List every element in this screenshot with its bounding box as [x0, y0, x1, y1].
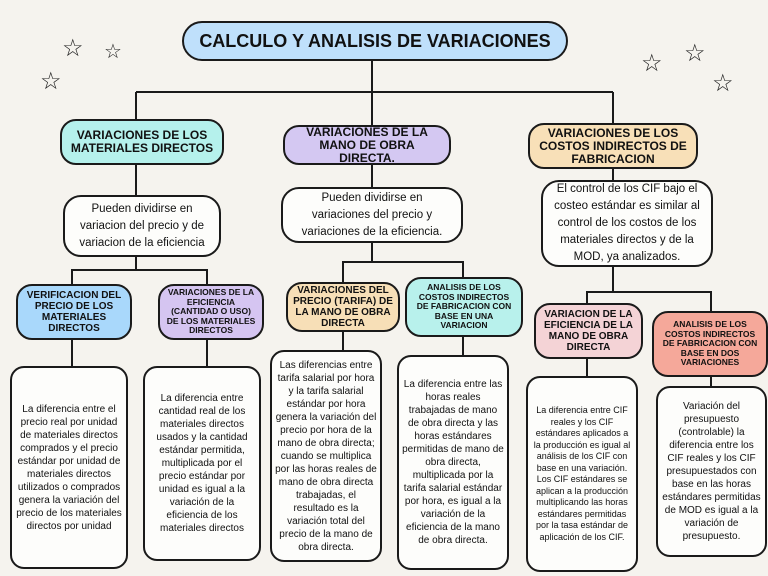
detail-efficiency-materials: [143, 366, 261, 561]
detail-cif-one-variation: [526, 376, 638, 572]
detail-price-labor-text: Las diferencias entre tarifa salarial por hora y la tarifa salarial estándar por hora genera la variación del precio por hora de la mano de obra directa; cuando se multiplica por las horas reales de mano de obra directa trabajadas, el resultado es la variación total del precio de la mano de obra directa.: [275, 359, 377, 553]
detail-cif-one-variation-text: La diferencia entre CIF reales y los CIF estándares aplicados a la producción es igual al análisis de los CIF con base en una variación. Los CIF estándares se aplican a la producción multiplicando las horas estándares permitidas por la tasa estándar de aplicación de los CIF.: [533, 405, 631, 542]
star-icon: ☆: [40, 68, 62, 95]
detail-price-materials-text: La diferencia entre el precio real por unidad de materiales directos comprados y el precio estándar por unidad de materiales directos utilizados o comprados genera la variación del precio de los materiales directos por unidad: [16, 403, 122, 532]
description-cif: [541, 180, 713, 267]
header-labor-text: VARIACIONES DE LA MANO DE OBRA DIRECTA.: [306, 125, 428, 165]
detail-price-materials: [10, 366, 128, 569]
star-icon: ☆: [104, 41, 122, 63]
detail-cif-two-variations-text: Variación del presupuesto (controlable) la diferencia entre los CIF reales y los CIF presupuestados con base en las horas estándares permitidas de MOD es igual a la variación de presupuesto.: [662, 401, 761, 542]
sub-efficiency-materials: [158, 284, 264, 340]
header-materials-text: VARIACIONES DE LOS MATERIALES DIRECTOS: [70, 128, 214, 155]
sub-price-labor: [286, 282, 400, 332]
page-title: [182, 21, 568, 61]
sub-cif-two-variations: [652, 311, 768, 377]
description-materials-text: Pueden dividirse en variacion del precio y de variacion de la eficiencia: [79, 202, 205, 249]
detail-efficiency-materials-text: La diferencia entre cantidad real de los materiales directos usados y la cantidad estándar permitida, multiplicada por el precio estándar por unidad es igual a la variación de la eficiencia de los materiales directos: [156, 393, 248, 534]
sub-price-labor-text: VARIACIONES DEL PRECIO (TARIFA) DE LA MANO DE OBRA DIRECTA: [293, 285, 393, 329]
description-materials: [63, 195, 221, 257]
description-labor: [281, 187, 463, 243]
sub-cif-two-variations-text: ANALISIS DE LOS COSTOS INDIRECTOS DE FABRICACION CON BASE EN DOS VARIACIONES: [662, 319, 758, 368]
header-cif-text: VARIACIONES DE LOS COSTOS INDIRECTOS DE FABRICACION: [539, 125, 687, 166]
header-labor: [283, 125, 451, 165]
detail-efficiency-labor-text: La diferencia entre las horas reales trabajadas de mano de obra directa y las horas estándares permitidas de mano de obra directa, multiplicada por la tarifa salarial estándar por hora, es igual a la variación de la eficiencia de la mano de obra directa.: [402, 379, 504, 546]
sub-efficiency-labor-text: VARIACION DE LA EFICIENCIA DE LA MANO DE OBRA DIRECTA: [543, 309, 634, 353]
header-cif: [528, 123, 698, 169]
sub-efficiency-labor: [534, 303, 643, 359]
sub-efficiency-materials-text: VARIACIONES DE LA EFICIENCIA (CANTIDAD O USO) DE LOS MATERIALES DIRECTOS: [166, 287, 256, 336]
detail-efficiency-labor: [397, 355, 509, 570]
detail-price-labor: [270, 350, 382, 562]
detail-cif-two-variations: [656, 386, 767, 557]
star-icon: ☆: [712, 70, 734, 97]
sub-cif-one-variation: [405, 277, 523, 337]
star-icon: ☆: [641, 50, 663, 77]
star-icon: ☆: [684, 40, 706, 67]
sub-price-materials: [16, 284, 132, 340]
sub-price-materials-text: VERIFICACION DEL PRECIO DE LOS MATERIALES DIRECTOS: [26, 290, 122, 334]
page-title-text: CALCULO Y ANALISIS DE VARIACIONES: [199, 30, 551, 51]
header-materials: [60, 119, 224, 165]
description-labor-text: Pueden dividirse en variaciones del precio y variaciones de la eficiencia.: [301, 191, 443, 238]
sub-cif-one-variation-text: ANALISIS DE LOS COSTOS INDIRECTOS DE FABRICACION CON BASE EN UNA VARIACION: [416, 282, 512, 331]
star-icon: ☆: [62, 35, 84, 62]
description-cif-text: El control de los CIF bajo el costeo estándar es similar al control de los costos de los materiales directos y de la MOD, ya analizados.: [554, 183, 700, 263]
